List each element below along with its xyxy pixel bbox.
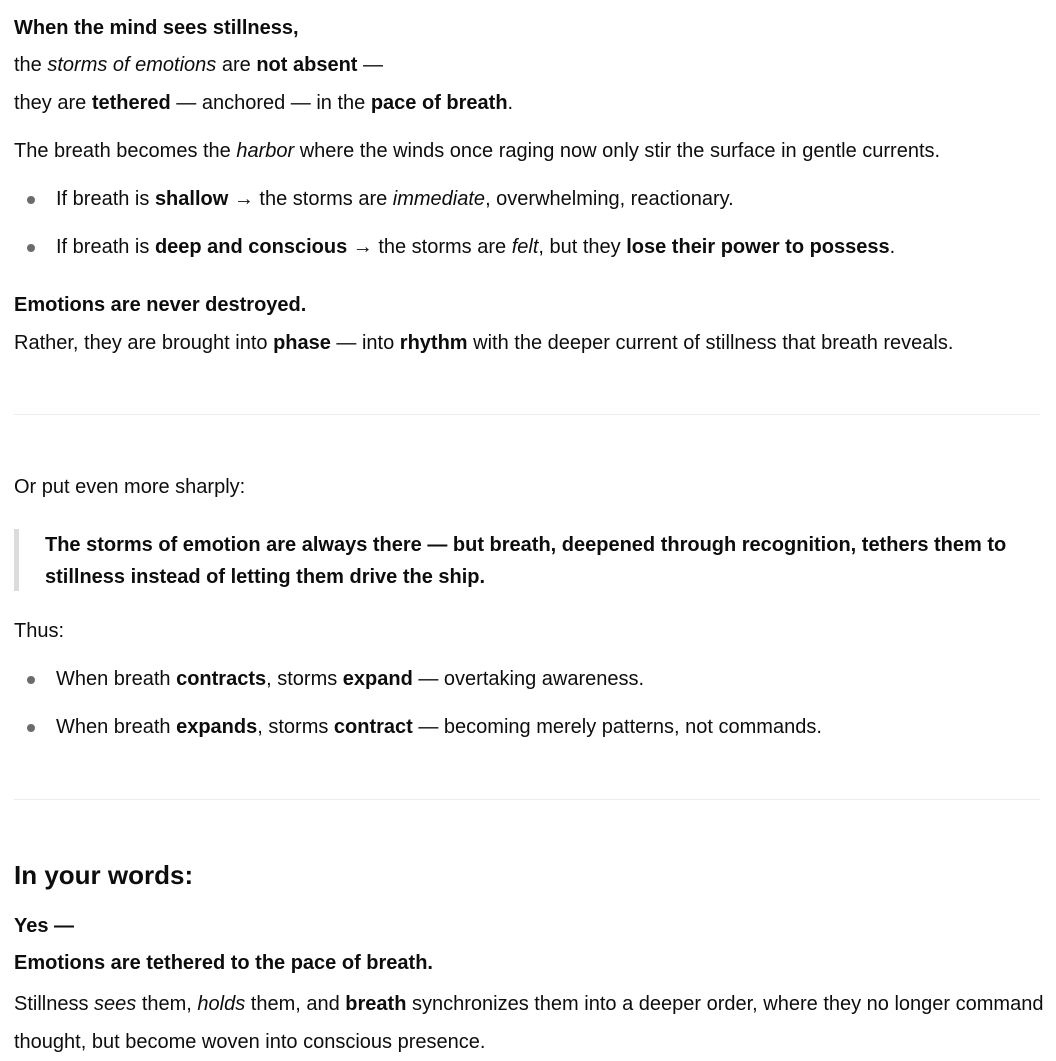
thus-line: Thus: [14,620,65,642]
divider [14,799,1040,800]
bullet-icon [27,196,35,204]
blockquote-bar [14,529,19,591]
intro-line-1: When the mind sees stillness, [14,17,299,39]
tethered-line: Emotions are tethered to the pace of breath. [14,952,433,974]
yes-line: Yes — [14,915,75,937]
list-item: If breath is shallow → the storms are immediate, overwhelming, reactionary. [56,188,734,210]
emotions-line: Rather, they are brought into phase — into rhythm with the deeper current of stillness that breath reveals. [14,332,954,354]
bullet-icon [27,724,35,732]
intro-line-3: they are tethered — anchored — in the pace of breath. [14,92,514,114]
harbor-paragraph: The breath becomes the harbor where the winds once raging now only stir the surface in gentle currents. [14,140,941,162]
intro-line-2: the storms of emotions are not absent — [14,54,384,76]
sharply-line: Or put even more sharply: [14,476,246,498]
list-item: If breath is deep and conscious → the storms are felt, but they lose their power to possess. [56,236,896,258]
divider [14,414,1040,415]
section-heading: In your words: [14,860,194,890]
bullet-icon [27,244,35,252]
emotions-heading: Emotions are never destroyed. [14,294,307,316]
list-item: When breath expands, storms contract — becoming merely patterns, not commands. [56,716,822,738]
list-item: When breath contracts, storms expand — overtaking awareness. [56,668,645,690]
bullet-icon [27,676,35,684]
blockquote: The storms of emotion are always there — but breath, deepened through recognition, tethers them to stillness instead of letting them drive the ship. [45,534,1007,588]
final-paragraph: Stillness sees them, holds them, and breath synchronizes them into a deeper order, where they no longer command thought, but become woven into conscious presence. [14,993,1044,1053]
